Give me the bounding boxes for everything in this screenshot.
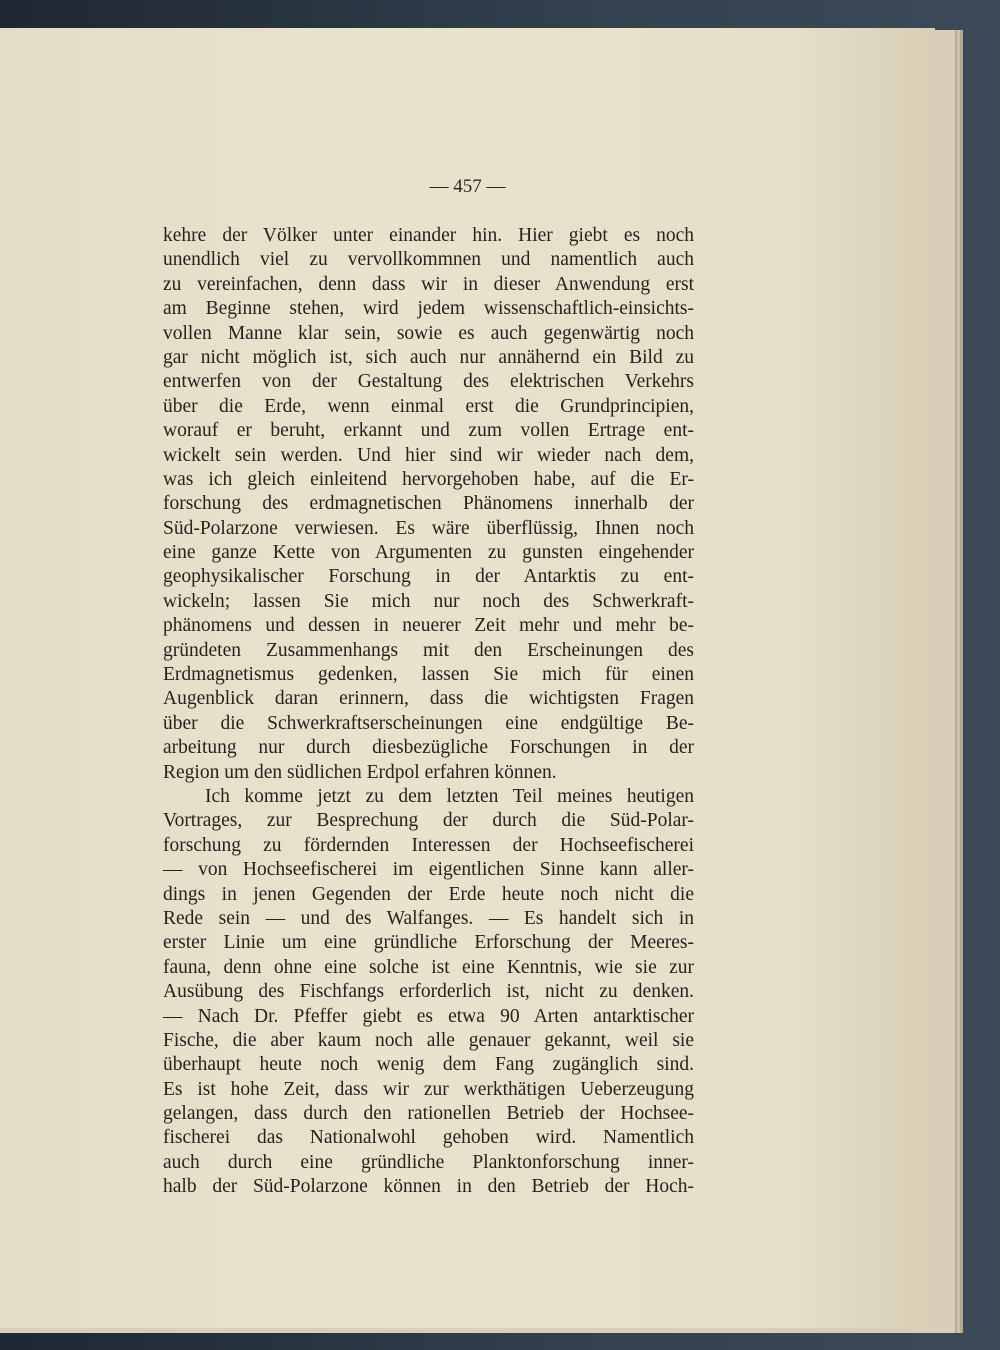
text-line: Es ist hohe Zeit, dass wir zur werkthätigen Ueberzeugung — [163, 1078, 694, 1100]
text-line: über die Erde, wenn einmal erst die Grundprincipien, — [163, 395, 694, 417]
text-line: wickeln; lassen Sie mich nur noch des Schwerkraft- — [163, 590, 694, 612]
text-line: gar nicht möglich ist, sich auch nur annähernd ein Bild zu — [163, 346, 694, 368]
text-line: was ich gleich einleitend hervorgehoben habe, auf die Er- — [163, 468, 694, 490]
text-line: eine ganze Kette von Argumenten zu gunsten eingehender — [163, 542, 694, 564]
text-line: am Beginne stehen, wird jedem wissenschaftlich-einsichts- — [163, 298, 694, 320]
text-line: forschung des erdmagnetischen Phänomens innerhalb der — [163, 493, 694, 515]
text-line: Erdmagnetismus gedenken, lassen Sie mich für einen — [163, 664, 694, 686]
text-line: Süd-Polarzone verwiesen. Es wäre überflüssig, Ihnen noch — [163, 517, 694, 539]
text-line: arbeitung nur durch diesbezügliche Forschungen in der — [163, 737, 694, 759]
text-line: fischerei das Nationalwohl gehoben wird. Namentlich — [163, 1127, 694, 1149]
text-line: vollen Manne klar sein, sowie es auch gegenwärtig noch — [163, 322, 694, 344]
text-line: erster Linie um eine gründliche Erforschung der Meeres- — [163, 932, 694, 954]
text-line: Ausübung des Fischfangs erforderlich ist, nicht zu denken. — [163, 981, 694, 1003]
text-line: gründeten Zusammenhangs mit den Erscheinungen des — [163, 639, 694, 661]
text-line: gelangen, dass durch den rationellen Betrieb der Hochsee- — [163, 1103, 694, 1125]
text-line: forschung zu fördernden Interessen der Hochseefischerei — [163, 834, 694, 856]
text-line: — Nach Dr. Pfeffer giebt es etwa 90 Arten antarktischer — [163, 1005, 694, 1027]
text-line: Fische, die aber kaum noch alle genauer gekannt, weil sie — [163, 1029, 694, 1051]
text-line: auch durch eine gründliche Planktonforschung inner- — [163, 1151, 694, 1173]
text-line: halb der Süd-Polarzone können in den Betrieb der Hoch- — [163, 1176, 694, 1198]
text-line: geophysikalischer Forschung in der Antarktis zu ent- — [163, 566, 694, 588]
text-line: worauf er beruht, erkannt und zum vollen Ertrage ent- — [163, 420, 694, 442]
text-line: kehre der Völker unter einander hin. Hier giebt es noch — [163, 225, 694, 246]
text-line: Ich komme jetzt zu dem letzten Teil meines heutigen — [205, 785, 694, 807]
page-number: — 457 — — [429, 176, 506, 197]
text-line: Rede sein — und des Walfanges. — Es handelt sich in — [163, 907, 694, 929]
text-line: zu vereinfachen, denn dass wir in dieser Anwendung erst — [163, 273, 694, 295]
text-line: überhaupt heute noch wenig dem Fang zugänglich sind. — [163, 1054, 694, 1076]
text-line: Vortrages, zur Besprechung der durch die Süd-Polar- — [163, 810, 694, 832]
text-line: Region um den südlichen Erdpol erfahren können. — [163, 761, 557, 783]
body-text — [163, 224, 694, 1200]
text-line: unendlich viel zu vervollkommnen und namentlich auch — [163, 249, 694, 271]
text-line: — von Hochseefischerei im eigentlichen Sinne kann aller- — [163, 859, 694, 881]
text-line: dings in jenen Gegenden der Erde heute noch nicht die — [163, 883, 694, 905]
book-page — [0, 28, 935, 1328]
text-line: entwerfen von der Gestaltung des elektrischen Verkehrs — [163, 371, 694, 393]
text-line: über die Schwerkraftserscheinungen eine endgültige Be- — [163, 712, 694, 734]
text-line: Augenblick daran erinnern, dass die wichtigsten Fragen — [163, 688, 694, 710]
text-line: wickelt sein werden. Und hier sind wir wieder nach dem, — [163, 444, 694, 466]
text-line: phänomens und dessen in neuerer Zeit mehr und mehr be- — [163, 615, 694, 637]
text-line: fauna, denn ohne eine solche ist eine Kenntnis, wie sie zur — [163, 956, 694, 978]
